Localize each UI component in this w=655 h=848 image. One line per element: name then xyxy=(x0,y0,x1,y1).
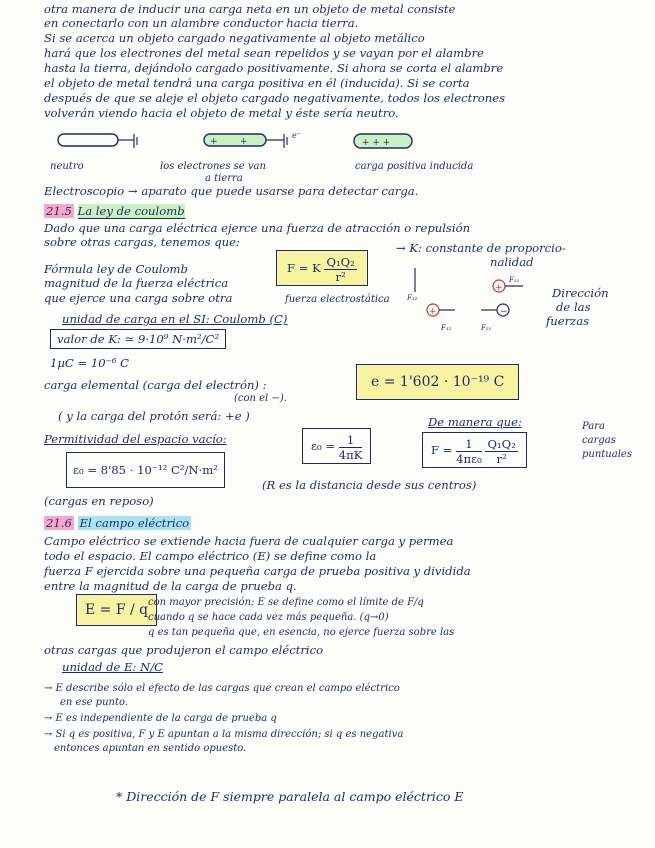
k-value: valor de K: ≃ 9·10⁹ N·m²/C² xyxy=(57,332,220,346)
svg-text:F₁₂: F₁₂ xyxy=(407,294,418,302)
direction-note: fuerzas xyxy=(546,314,590,328)
intro-line: después de que se aleje el objeto cargado negativamente, todos los electrones xyxy=(44,91,506,105)
alt-numerator-1: 1 xyxy=(456,437,482,452)
alt-lhs: F = xyxy=(431,443,453,457)
epsilon-value-box xyxy=(66,452,225,488)
elem-charge-note: (con el −). xyxy=(234,393,287,404)
formula-name-note: fuerza electrostática xyxy=(285,294,390,305)
electroscope-line: Electroscopio → aparato que puede usarse para detectar carga. xyxy=(44,184,419,198)
body-line: Campo eléctrico se extiende hacia fuera de cualquier carga y permea xyxy=(44,534,454,548)
svg-text:+: + xyxy=(495,283,503,293)
e-field-formula: E = F / q xyxy=(85,602,149,618)
section-title: La ley de coulomb xyxy=(77,204,185,218)
body-line: entre la magnitud de la carga de prueba q. xyxy=(44,579,297,593)
intro-line: volverán viendo hacia el objeto de metal y éste sería neutro. xyxy=(44,106,399,120)
body-line: todo el espacio. El campo eléctrico (E) se define como la xyxy=(44,549,377,563)
para-cargas: Para xyxy=(582,421,605,432)
neutral-label: neutro xyxy=(50,161,84,172)
micro-coulomb: 1μC = 10⁻⁶ C xyxy=(50,356,129,370)
svg-text:−: − xyxy=(500,307,508,317)
body-line: Dado que una carga eléctrica ejerce una fuerza de atracción o repulsión xyxy=(44,221,471,235)
svg-text:+: + xyxy=(210,137,218,147)
coulomb-lhs: F = K xyxy=(287,261,321,275)
precision-line: con mayor precisión: E se define como el límite de F/q xyxy=(148,597,424,608)
alt-denominator-1: 4πε₀ xyxy=(456,451,482,466)
k-note-2: nalidad xyxy=(490,255,534,269)
formula-name: magnitud de la fuerza eléctrica xyxy=(44,276,229,290)
k-value-box xyxy=(50,329,226,349)
section-215-heading xyxy=(44,204,185,218)
precision-line: q es tan pequeña que, en esencia, no ejerce fuerza sobre las xyxy=(148,627,455,638)
formula-name: que ejerce una carga sobre otra xyxy=(44,291,233,305)
de-manera: De manera que: xyxy=(428,415,522,429)
svg-text:F₁₂: F₁₂ xyxy=(441,324,452,332)
formula-name: Fórmula ley de Coulomb xyxy=(44,262,188,276)
e-field-box xyxy=(76,594,157,626)
permitivity-label: Permitividad del espacio vacío: xyxy=(44,432,227,446)
epsilon-value: ε₀ = 8'85 · 10⁻¹² C²/N·m² xyxy=(73,463,218,477)
r-note: (R es la distancia desde sus centros) xyxy=(262,478,477,492)
epsilon-denominator: 4πK xyxy=(338,447,363,462)
section-216-heading xyxy=(44,516,191,530)
intro-line: otra manera de inducir una carga neta en un objeto de metal consiste xyxy=(44,2,456,16)
coulomb-denominator: r² xyxy=(335,269,346,284)
bullet-line: → E es independiente de la carga de prueba q xyxy=(44,713,277,724)
precision-line: otras cargas que produjeron el campo eléctrico xyxy=(44,643,324,657)
coulomb-alt-box xyxy=(422,432,527,468)
neutral-bar xyxy=(58,134,118,146)
induced-label: carga positiva inducida xyxy=(355,161,474,172)
alt-denominator-2: r² xyxy=(496,451,507,466)
elem-charge-value: e = 1'602 · 10⁻¹⁹ C xyxy=(371,374,505,390)
intro-line: en conectarlo con un alambre conductor hacia tierra. xyxy=(44,16,359,30)
intro-line: el objeto de metal tendrá una carga positiva en él (inducida). Si se corta xyxy=(44,76,470,90)
epsilon-lhs: ε₀ = xyxy=(311,439,336,453)
bullet-line: → Si q es positiva, F y E apuntan a la misma dirección; si q es negativa xyxy=(44,729,404,740)
section-number: 21.5 xyxy=(46,204,72,218)
k-note: → K: constante de proporcio- xyxy=(396,241,566,255)
intro-line: Si se acerca un objeto cargado negativamente al objeto metálico xyxy=(44,31,425,45)
epsilon-numerator: 1 xyxy=(339,433,363,448)
svg-text:+ + +: + + + xyxy=(362,138,391,148)
section-number: 21.6 xyxy=(46,516,72,530)
svg-text:+: + xyxy=(429,307,437,317)
para-cargas: cargas xyxy=(582,435,616,446)
reposo-note: (cargas en reposo) xyxy=(44,494,154,508)
svg-text:F₂₁: F₂₁ xyxy=(509,276,520,284)
body-line: sobre otras cargas, tenemos que: xyxy=(44,235,240,249)
proton-line: ( y la carga del protón será: +e ) xyxy=(58,409,250,423)
direction-note: de las xyxy=(556,300,591,314)
force-direction-sketch xyxy=(405,264,555,344)
e-unit: unidad de E: N/C xyxy=(62,660,164,674)
electrons-leave-label: los electrones se van xyxy=(160,161,266,172)
final-note: * Dirección de F siempre paralela al campo eléctrico E xyxy=(116,789,464,804)
precision-line: cuando q se hace cada vez más pequeña. (q→0) xyxy=(148,612,389,623)
elem-charge-box xyxy=(356,364,519,400)
section-title: El campo eléctrico xyxy=(79,516,190,530)
svg-text:+: + xyxy=(240,137,248,147)
epsilon-box xyxy=(302,428,371,464)
coulomb-law-box xyxy=(276,250,368,286)
induction-diagram xyxy=(44,124,564,160)
intro-line: hasta la tierra, dejándolo cargado positivamente. Si ahora se corta el alambre xyxy=(44,61,504,75)
svg-text:F₂₁: F₂₁ xyxy=(481,324,492,332)
direction-note: Dirección xyxy=(552,286,609,300)
unit-line: unidad de carga en el SI: Coulomb (C) xyxy=(62,312,288,326)
body-line: fuerza F ejercida sobre una pequeña carga de prueba positiva y dividida xyxy=(44,564,471,578)
svg-text:e⁻: e⁻ xyxy=(292,131,301,140)
bullet-line: → E describe sólo el efecto de las cargas que crean el campo eléctrico xyxy=(44,683,400,694)
alt-numerator-2: Q₁Q₂ xyxy=(487,436,516,451)
para-cargas: puntuales xyxy=(582,449,632,460)
electrons-leave-label-2: a tierra xyxy=(205,173,243,184)
coulomb-numerator: Q₁Q₂ xyxy=(326,254,355,269)
intro-line: hará que los electrones del metal sean repelidos y se vayan por el alambre xyxy=(44,46,484,60)
bullet-line: en ese punto. xyxy=(60,697,129,708)
bullet-line: entonces apuntan en sentido opuesto. xyxy=(54,743,247,754)
elem-charge: carga elemental (carga del electrón) : xyxy=(44,378,267,392)
